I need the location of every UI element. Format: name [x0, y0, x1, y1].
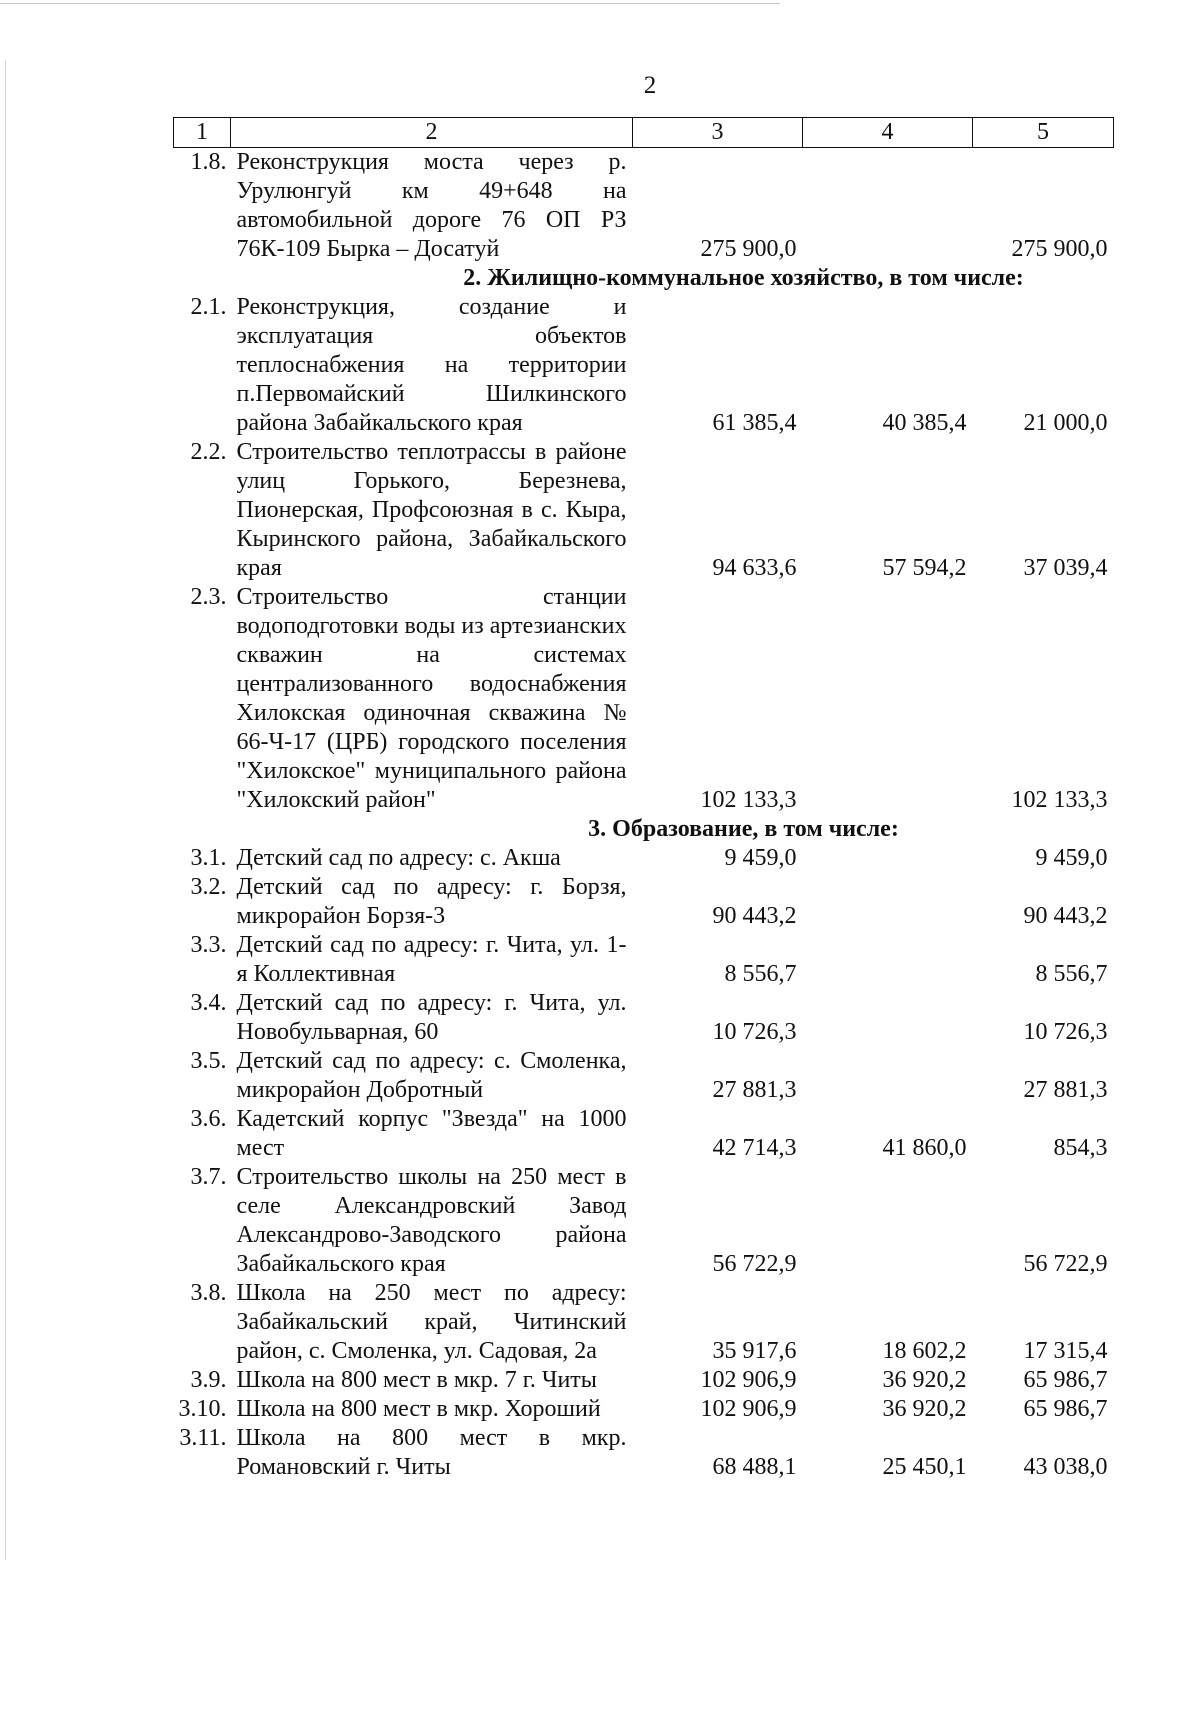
value-total: 102 133,3: [700, 787, 797, 813]
item-number: 3.5.: [190, 1048, 227, 1074]
item-number: 3.3.: [190, 932, 227, 958]
table-row: [174, 844, 1114, 873]
header-col-4: 4: [803, 118, 973, 148]
value-regional: 65 986,7: [1023, 1396, 1108, 1422]
value-federal: 57 594,2: [882, 555, 967, 581]
item-number: 3.4.: [190, 990, 227, 1016]
table-row: [174, 438, 1114, 583]
value-regional: 854,3: [1053, 1135, 1108, 1161]
item-name: Школа на 800 мест в мкр. Романовский г. Читы: [236, 1425, 627, 1480]
value-total: 102 906,9: [700, 1367, 797, 1393]
item-number: 3.9.: [190, 1367, 227, 1393]
item-name: Школа на 800 мест в мкр. 7 г. Читы: [236, 1367, 597, 1393]
item-name: Реконструкция моста через р. Урулюнгуй км 49+648 на автомобильной дороге 76 ОП РЗ 76К-109 Бырка – Досатуй: [236, 149, 627, 262]
table-row: [174, 931, 1114, 989]
value-regional: 43 038,0: [1023, 1454, 1108, 1480]
value-regional: 10 726,3: [1023, 1019, 1108, 1045]
value-federal: 36 920,2: [882, 1367, 967, 1393]
table-row: [174, 1395, 1114, 1424]
value-federal: [803, 1047, 973, 1105]
table-row: [174, 583, 1114, 815]
item-number: 2.1.: [190, 294, 227, 320]
value-total: 68 488,1: [712, 1454, 797, 1480]
page-number: 2: [643, 72, 657, 99]
value-total: 102 906,9: [700, 1396, 797, 1422]
item-name: Детский сад по адресу: г. Чита, ул. 1-я Коллективная: [236, 932, 627, 987]
value-total: 10 726,3: [712, 1019, 797, 1045]
table-row: [174, 148, 1114, 265]
table-row: [174, 1163, 1114, 1279]
header-col-1: 1: [174, 118, 231, 148]
value-federal: 40 385,4: [882, 410, 967, 436]
item-number: 3.10.: [178, 1396, 227, 1422]
value-total: 94 633,6: [712, 555, 797, 581]
value-total: 9 459,0: [724, 845, 797, 871]
value-total: 56 722,9: [712, 1251, 797, 1277]
value-total: 27 881,3: [712, 1077, 797, 1103]
item-number: 3.1.: [190, 845, 227, 871]
value-regional: 56 722,9: [1023, 1251, 1108, 1277]
item-name: Строительство школы на 250 мест в селе Александровский Завод Александрово-Заводского района Забайкальского края: [236, 1164, 627, 1277]
value-federal: 36 920,2: [882, 1396, 967, 1422]
table-row: [174, 1105, 1114, 1163]
value-federal: [803, 931, 973, 989]
scan-edge-left: [5, 60, 6, 1560]
value-federal: [803, 583, 973, 815]
value-regional: 9 459,0: [1035, 845, 1108, 871]
value-total: 35 917,6: [712, 1338, 797, 1364]
value-regional: 90 443,2: [1023, 903, 1108, 929]
item-name: Реконструкция, создание и эксплуатация объектов теплоснабжения на территории п.Первомайский Шилкинского района Забайкальского края: [236, 294, 627, 436]
item-name: Детский сад по адресу: с. Акша: [236, 845, 561, 871]
value-federal: [803, 148, 973, 265]
item-number: 2.2.: [190, 439, 227, 465]
item-number: 3.7.: [190, 1164, 227, 1190]
item-number: 3.8.: [190, 1280, 227, 1306]
budget-table: [173, 117, 1114, 1482]
table-header-row: [174, 118, 1114, 148]
item-name: Школа на 250 мест по адресу: Забайкальский край, Читинский район, с. Смоленка, ул. Садовая, 2а: [236, 1280, 627, 1364]
item-name: Детский сад по адресу: г. Чита, ул. Новобульварная, 60: [236, 990, 627, 1045]
table-row: [174, 1279, 1114, 1366]
value-total: 42 714,3: [712, 1135, 797, 1161]
section-heading-row: [174, 815, 1114, 844]
value-total: 61 385,4: [712, 410, 797, 436]
item-number: 3.2.: [190, 874, 227, 900]
item-name: Кадетский корпус "Звезда" на 1000 мест: [236, 1106, 627, 1161]
value-regional: 27 881,3: [1023, 1077, 1108, 1103]
section-heading-row: [174, 264, 1114, 293]
item-name: Строительство станции водоподготовки воды из артезианских скважин на системах централизованного водоснабжения Хилокская одиночная скважина № 66-Ч-17 (ЦРБ) городского поселения "Хилокское" муниципального района "Хилокский район": [236, 584, 627, 813]
value-regional: 21 000,0: [1023, 410, 1108, 436]
value-total: 90 443,2: [712, 903, 797, 929]
table-row: [174, 1424, 1114, 1482]
item-number: 1.8.: [190, 149, 227, 175]
table-row: [174, 293, 1114, 438]
table-row: [174, 873, 1114, 931]
value-regional: 102 133,3: [1011, 787, 1108, 813]
table-body: [174, 148, 1114, 1483]
value-federal: 18 602,2: [882, 1338, 967, 1364]
value-regional: 37 039,4: [1023, 555, 1108, 581]
item-name: Школа на 800 мест в мкр. Хороший: [236, 1396, 601, 1422]
header-col-5: 5: [973, 118, 1114, 148]
item-number: 3.6.: [190, 1106, 227, 1132]
item-name: Детский сад по адресу: г. Борзя, микрорайон Борзя-3: [236, 874, 627, 929]
section-heading: 2. Жилищно-коммунальное хозяйство, в том числе:: [463, 265, 1024, 291]
value-regional: 275 900,0: [1011, 236, 1108, 262]
header-col-2: 2: [231, 118, 633, 148]
header-col-3: 3: [633, 118, 803, 148]
value-federal: [803, 1163, 973, 1279]
value-regional: 17 315,4: [1023, 1338, 1108, 1364]
value-federal: [803, 989, 973, 1047]
value-regional: 8 556,7: [1035, 961, 1108, 987]
value-regional: 65 986,7: [1023, 1367, 1108, 1393]
value-total: 275 900,0: [700, 236, 797, 262]
table-row: [174, 989, 1114, 1047]
value-federal: [803, 873, 973, 931]
table-row: [174, 1047, 1114, 1105]
scan-edge-top: [0, 3, 780, 4]
section-heading: 3. Образование, в том числе:: [588, 816, 899, 842]
value-total: 8 556,7: [724, 961, 797, 987]
value-federal: [803, 844, 973, 873]
item-name: Строительство теплотрассы в районе улиц Горького, Березнева, Пионерская, Профсоюзная в с. Кыра, Кыринского района, Забайкальского края: [236, 439, 627, 581]
item-name: Детский сад по адресу: с. Смоленка, микрорайон Добротный: [236, 1048, 627, 1103]
value-federal: 25 450,1: [882, 1454, 967, 1480]
item-number: 2.3.: [190, 584, 227, 610]
table-row: [174, 1366, 1114, 1395]
value-federal: 41 860,0: [882, 1135, 967, 1161]
item-number: 3.11.: [179, 1425, 227, 1451]
